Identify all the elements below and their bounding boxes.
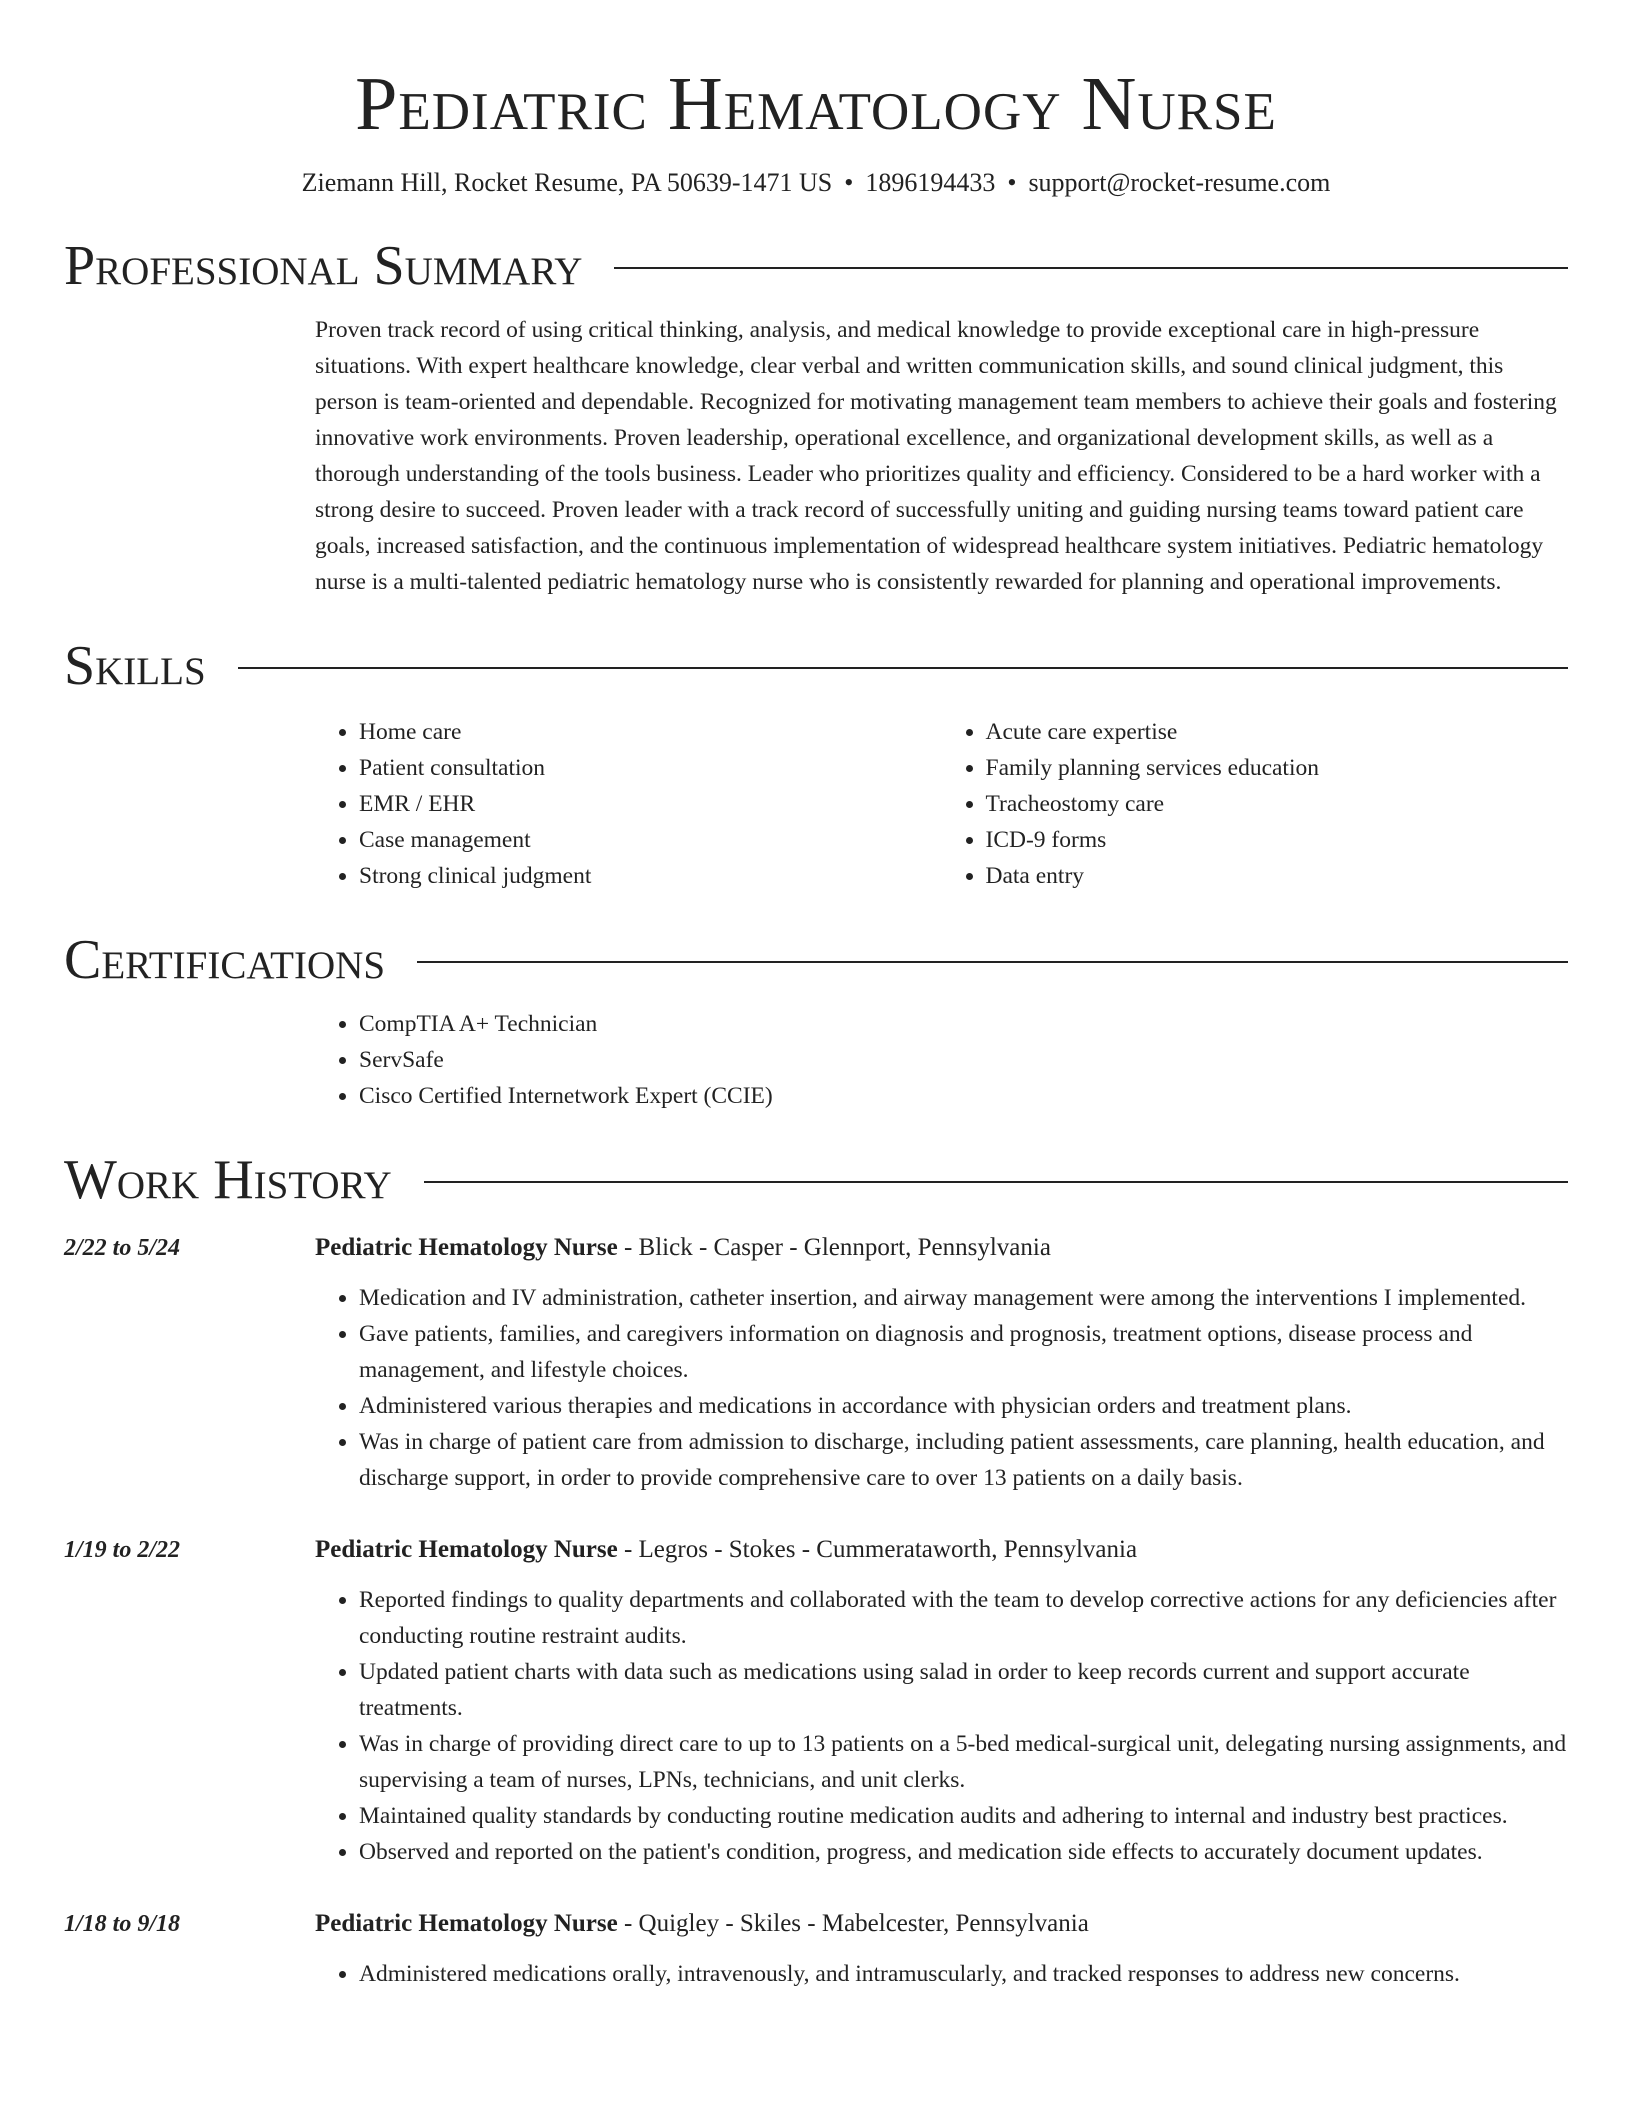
job-title-line (315, 1528, 1568, 1568)
contact-email[interactable]: support@rocket-resume.com (1028, 168, 1331, 197)
job-details (315, 1226, 1568, 1496)
job-entry (64, 1902, 1568, 1992)
skill-item: • Tracheostomy care (986, 786, 1569, 822)
job-employer: - Legros - Stokes - Cummerataworth, Pennsylvania (617, 1536, 1138, 1563)
job-employer: - Quigley - Skiles - Mabelcester, Pennsylvania (617, 1910, 1089, 1937)
job-bullet: • Medication and IV administration, catheter insertion, and airway management were among the interventions I implemented. (359, 1280, 1568, 1316)
job-bullet: • Updated patient charts with data such as medications using salad in order to keep records current and support accurate treatments. (359, 1654, 1568, 1726)
resume-name: Pediatric Hematology Nurse (355, 62, 1277, 146)
section-rule (424, 1181, 1568, 1183)
certification-item: • ServSafe (359, 1042, 1568, 1078)
contact-address: Ziemann Hill, Rocket Resume, PA 50639-1471 US (301, 168, 833, 197)
skill-item: • Strong clinical judgment (359, 858, 942, 894)
skill-item: • Family planning services education (986, 750, 1569, 786)
job-entry (64, 1226, 1568, 1496)
skill-item: • EMR / EHR (359, 786, 942, 822)
skills-section (315, 714, 1568, 894)
job-title: Pediatric Hematology Nurse (315, 1234, 618, 1261)
job-dates: 1/19 to 2/22 (64, 1537, 181, 1563)
skill-item: • Data entry (986, 858, 1569, 894)
summary-section-header (64, 234, 1568, 298)
skill-item: • Acute care expertise (986, 714, 1569, 750)
job-bullet: • Administered medications orally, intravenously, and intramuscularly, and tracked responses to address new concerns. (359, 1956, 1568, 1992)
job-bullet: • Observed and reported on the patient's condition, progress, and medication side effects to accurately document updates. (359, 1834, 1568, 1870)
skills-heading: Skills (64, 635, 206, 697)
skill-item: • Case management (359, 822, 942, 858)
summary-heading: Professional Summary (64, 235, 583, 297)
contact-separator: • (1007, 168, 1017, 197)
job-title-line (315, 1226, 1568, 1266)
job-bullets (315, 1582, 1568, 1870)
skills-section-header (64, 634, 1568, 698)
contact-separator: • (844, 168, 854, 197)
job-bullet: • Gave patients, families, and caregivers information on diagnosis and prognosis, treatment options, disease process and management, and lifestyle choices. (359, 1316, 1568, 1388)
job-entry (64, 1528, 1568, 1870)
summary-text: Proven track record of using critical thinking, analysis, and medical knowledge to provide exceptional care in high-pressure situations. With expert healthcare knowledge, clear verbal and written communication skills, and sound clinical judgment, this person is team-oriented and dependable. Recognized for motivating management team members to achieve their goals and fostering innovative work environments. Proven leadership, operational excellence, and organizational development skills, as well as a thorough understanding of the tools business. Leader who prioritizes quality and efficiency. Considered to be a hard worker with a strong desire to succeed. Proven leader with a track record of successfully uniting and guiding nursing teams toward patient care goals, increased satisfaction, and the continuous implementation of widespread healthcare system initiatives. Pediatric hematology nurse is a multi-talented pediatric hematology nurse who is consistently rewarded for planning and operational improvements. (315, 317, 1557, 595)
section-rule (417, 961, 1568, 963)
work-heading: Work History (64, 1149, 392, 1211)
skill-item: • Home care (359, 714, 942, 750)
job-details (315, 1902, 1568, 1992)
section-rule (238, 667, 1568, 669)
job-bullet: • Administered various therapies and medications in accordance with physician orders and treatment plans. (359, 1388, 1568, 1424)
job-title: Pediatric Hematology Nurse (315, 1536, 618, 1563)
job-dates: 2/22 to 5/24 (64, 1235, 181, 1261)
job-bullet: • Reported findings to quality departments and collaborated with the team to develop corrective actions for any deficiencies after conducting routine restraint audits. (359, 1582, 1568, 1654)
job-details (315, 1528, 1568, 1870)
job-bullet: • Was in charge of providing direct care to up to 13 patients on a 5-bed medical-surgical unit, delegating nursing assignments, and supervising a team of nurses, LPNs, technicians, and unit clerks. (359, 1726, 1568, 1798)
certifications-list (315, 1006, 1568, 1114)
job-bullet: • Was in charge of patient care from admission to discharge, including patient assessments, care planning, health education, and discharge support, in order to provide comprehensive care to over 13 patients on a daily basis. (359, 1424, 1568, 1496)
job-title-line (315, 1902, 1568, 1942)
job-dates: 1/18 to 9/18 (64, 1911, 181, 1937)
skill-item: • Patient consultation (359, 750, 942, 786)
job-employer: - Blick - Casper - Glennport, Pennsylvania (617, 1234, 1051, 1261)
skills-list-right (942, 714, 1569, 894)
section-rule (614, 267, 1568, 269)
contact-line (64, 166, 1568, 200)
summary-section (315, 312, 1568, 600)
job-bullet: • Maintained quality standards by conducting routine medication audits and adhering to internal and industry best practices. (359, 1798, 1568, 1834)
job-bullets (315, 1280, 1568, 1496)
certification-item: • CompTIA A+ Technician (359, 1006, 1568, 1042)
job-title: Pediatric Hematology Nurse (315, 1910, 618, 1937)
certifications-section (315, 1006, 1568, 1114)
certifications-section-header (64, 928, 1568, 992)
skills-list-left (315, 714, 942, 894)
certifications-heading: Certifications (64, 929, 386, 991)
skill-item: • ICD-9 forms (986, 822, 1569, 858)
job-bullets (315, 1956, 1568, 1992)
work-section-header (64, 1148, 1568, 1212)
certification-item: • Cisco Certified Internetwork Expert (CCIE) (359, 1078, 1568, 1114)
contact-phone: 1896194433 (865, 168, 996, 197)
